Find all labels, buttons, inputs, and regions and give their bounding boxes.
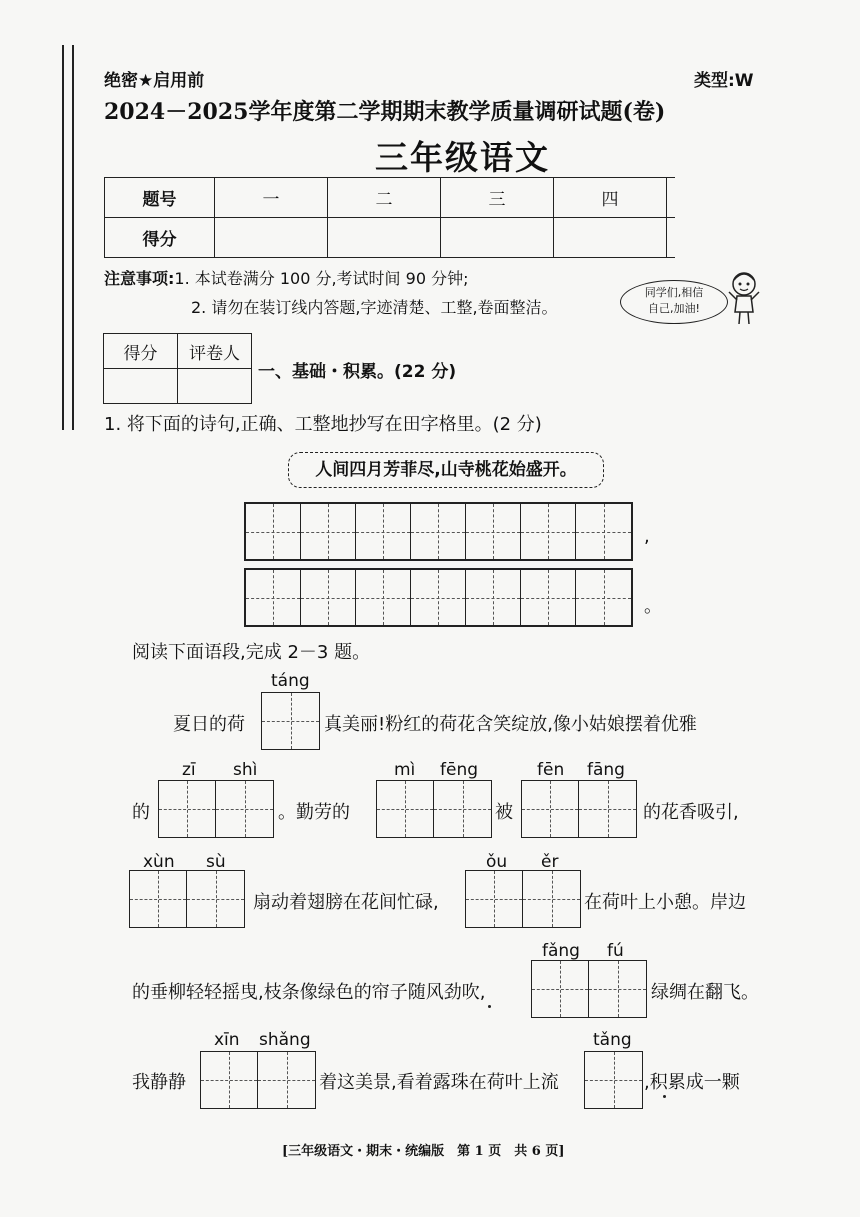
- answer-box[interactable]: [200, 1051, 316, 1109]
- answer-cell[interactable]: [258, 1052, 315, 1108]
- tian-cell[interactable]: [521, 504, 576, 559]
- tian-cell[interactable]: [411, 570, 466, 625]
- pinyin: tǎng: [593, 1030, 632, 1050]
- score-cell[interactable]: [441, 218, 554, 258]
- grader-table: [103, 333, 252, 404]
- comma: ,: [644, 526, 650, 547]
- answer-box[interactable]: [521, 780, 637, 838]
- pinyin: zī: [182, 760, 196, 780]
- pinyin: xīn: [214, 1030, 240, 1050]
- answer-box[interactable]: [531, 960, 647, 1018]
- answer-box[interactable]: [261, 692, 320, 750]
- notes-label: 注意事项:: [104, 269, 175, 288]
- score-col-cut: [667, 178, 676, 218]
- pinyin: fǎng: [542, 941, 580, 961]
- passage-text: 的花香吸引,: [643, 802, 739, 823]
- pinyin: mì: [394, 760, 416, 780]
- score-cell[interactable]: [328, 218, 441, 258]
- emphasis-dot: [663, 1095, 666, 1098]
- question-1: 1. 将下面的诗句,正确、工整地抄写在田字格里。(2 分): [104, 414, 542, 435]
- period: 。: [644, 596, 662, 617]
- tian-cell[interactable]: [411, 504, 466, 559]
- passage-text: 夏日的荷: [173, 714, 245, 735]
- pinyin: fēng: [440, 760, 479, 780]
- tian-cell[interactable]: [576, 504, 631, 559]
- passage-text: 被: [495, 802, 513, 823]
- answer-cell[interactable]: [466, 871, 523, 927]
- score-col: 一: [215, 178, 328, 218]
- page-footer: [三年级语文・期末・统编版 第 1 页 共 6 页]: [282, 1144, 565, 1159]
- tian-cell[interactable]: [301, 570, 356, 625]
- passage-text: 的垂柳轻轻摇曳,枝条像绿色的帘子随风劲吹,: [132, 982, 486, 1003]
- secret-label: 绝密★启用前: [104, 71, 205, 91]
- tian-cell[interactable]: [301, 504, 356, 559]
- passage-text: 在荷叶上小憩。岸边: [584, 892, 746, 913]
- passage-text: 绿绸在翻飞。: [651, 982, 759, 1003]
- notes-line2: 2. 请勿在装订线内答题,字迹清楚、工整,卷面整洁。: [191, 298, 558, 317]
- grader-name-label: 评卷人: [178, 334, 252, 369]
- type-label: 类型:W: [694, 71, 754, 91]
- section-title: 一、基础・积累。(22 分): [258, 362, 457, 382]
- subject-title: 三年级语文: [375, 138, 550, 177]
- tian-cell[interactable]: [246, 504, 301, 559]
- pinyin: ěr: [541, 852, 559, 872]
- answer-box[interactable]: [129, 870, 245, 928]
- notes-line1: 1. 本试卷满分 100 分,考试时间 90 分钟;: [174, 269, 469, 288]
- grader-score-label: 得分: [104, 334, 178, 369]
- tian-grid-row-2[interactable]: [244, 568, 633, 627]
- score-table: [104, 177, 675, 258]
- pinyin: fāng: [587, 760, 625, 780]
- passage-text: 扇动着翅膀在花间忙碌,: [253, 892, 439, 913]
- binding-line: [62, 45, 64, 430]
- passage-text: 我静静: [132, 1072, 186, 1093]
- answer-cell[interactable]: [434, 781, 491, 837]
- score-table-header: 题号: [105, 178, 215, 218]
- score-cell[interactable]: [215, 218, 328, 258]
- answer-cell[interactable]: [201, 1052, 258, 1108]
- tian-cell[interactable]: [466, 570, 521, 625]
- answer-cell[interactable]: [187, 871, 244, 927]
- answer-cell[interactable]: [377, 781, 434, 837]
- reading-instruction: 阅读下面语段,完成 2－3 题。: [132, 642, 371, 663]
- pinyin: ǒu: [486, 852, 508, 872]
- cartoon-kid-icon: [726, 270, 762, 326]
- answer-cell[interactable]: [532, 961, 589, 1017]
- answer-cell[interactable]: [523, 871, 580, 927]
- tian-grid-row-1[interactable]: [244, 502, 633, 561]
- speech-bubble: [620, 280, 728, 324]
- answer-cell[interactable]: [589, 961, 646, 1017]
- answer-box[interactable]: [158, 780, 274, 838]
- answer-cell[interactable]: [130, 871, 187, 927]
- score-cell[interactable]: [554, 218, 667, 258]
- answer-cell[interactable]: [216, 781, 273, 837]
- tian-cell[interactable]: [521, 570, 576, 625]
- notes: [104, 266, 468, 289]
- passage-text: 真美丽!粉红的荷花含笑绽放,像小姑娘摆着优雅: [324, 714, 697, 735]
- answer-box[interactable]: [465, 870, 581, 928]
- tian-cell[interactable]: [356, 504, 411, 559]
- score-col: 三: [441, 178, 554, 218]
- answer-cell[interactable]: [159, 781, 216, 837]
- pinyin: sù: [206, 852, 226, 872]
- passage-text: 着这美景,看着露珠在荷叶上流: [319, 1072, 559, 1093]
- pinyin: fú: [607, 941, 624, 961]
- pinyin: táng: [271, 671, 310, 691]
- tian-cell[interactable]: [466, 504, 521, 559]
- answer-cell[interactable]: [262, 693, 319, 749]
- score-cell-cut: [667, 218, 676, 258]
- tian-cell[interactable]: [246, 570, 301, 625]
- passage-text: 的: [132, 802, 150, 823]
- poem-box: 人间四月芳菲尽,山寺桃花始盛开。: [288, 452, 604, 488]
- pinyin: shǎng: [259, 1030, 311, 1050]
- passage-text: 。勤劳的: [278, 802, 350, 823]
- passage-text: ,积累成一颗: [644, 1072, 740, 1093]
- bubble-text: 自己,加油!: [648, 302, 700, 315]
- score-col: 四: [554, 178, 667, 218]
- emphasis-dot: [488, 1005, 491, 1008]
- answer-cell[interactable]: [585, 1052, 642, 1108]
- answer-box[interactable]: [584, 1051, 643, 1109]
- tian-cell[interactable]: [576, 570, 631, 625]
- answer-box[interactable]: [376, 780, 492, 838]
- score-row-label: 得分: [105, 218, 215, 258]
- pinyin: shì: [233, 760, 258, 780]
- answer-cell[interactable]: [579, 781, 636, 837]
- pinyin: fēn: [537, 760, 565, 780]
- pinyin: xùn: [143, 852, 175, 872]
- binding-line: [72, 45, 74, 430]
- bubble-text: 同学们,相信: [644, 286, 704, 299]
- grader-score-cell[interactable]: [104, 369, 178, 404]
- tian-cell[interactable]: [356, 570, 411, 625]
- score-col: 二: [328, 178, 441, 218]
- grader-name-cell[interactable]: [178, 369, 252, 404]
- exam-title: 2024－2025学年度第二学期期末教学质量调研试题(卷): [104, 99, 666, 125]
- answer-cell[interactable]: [522, 781, 579, 837]
